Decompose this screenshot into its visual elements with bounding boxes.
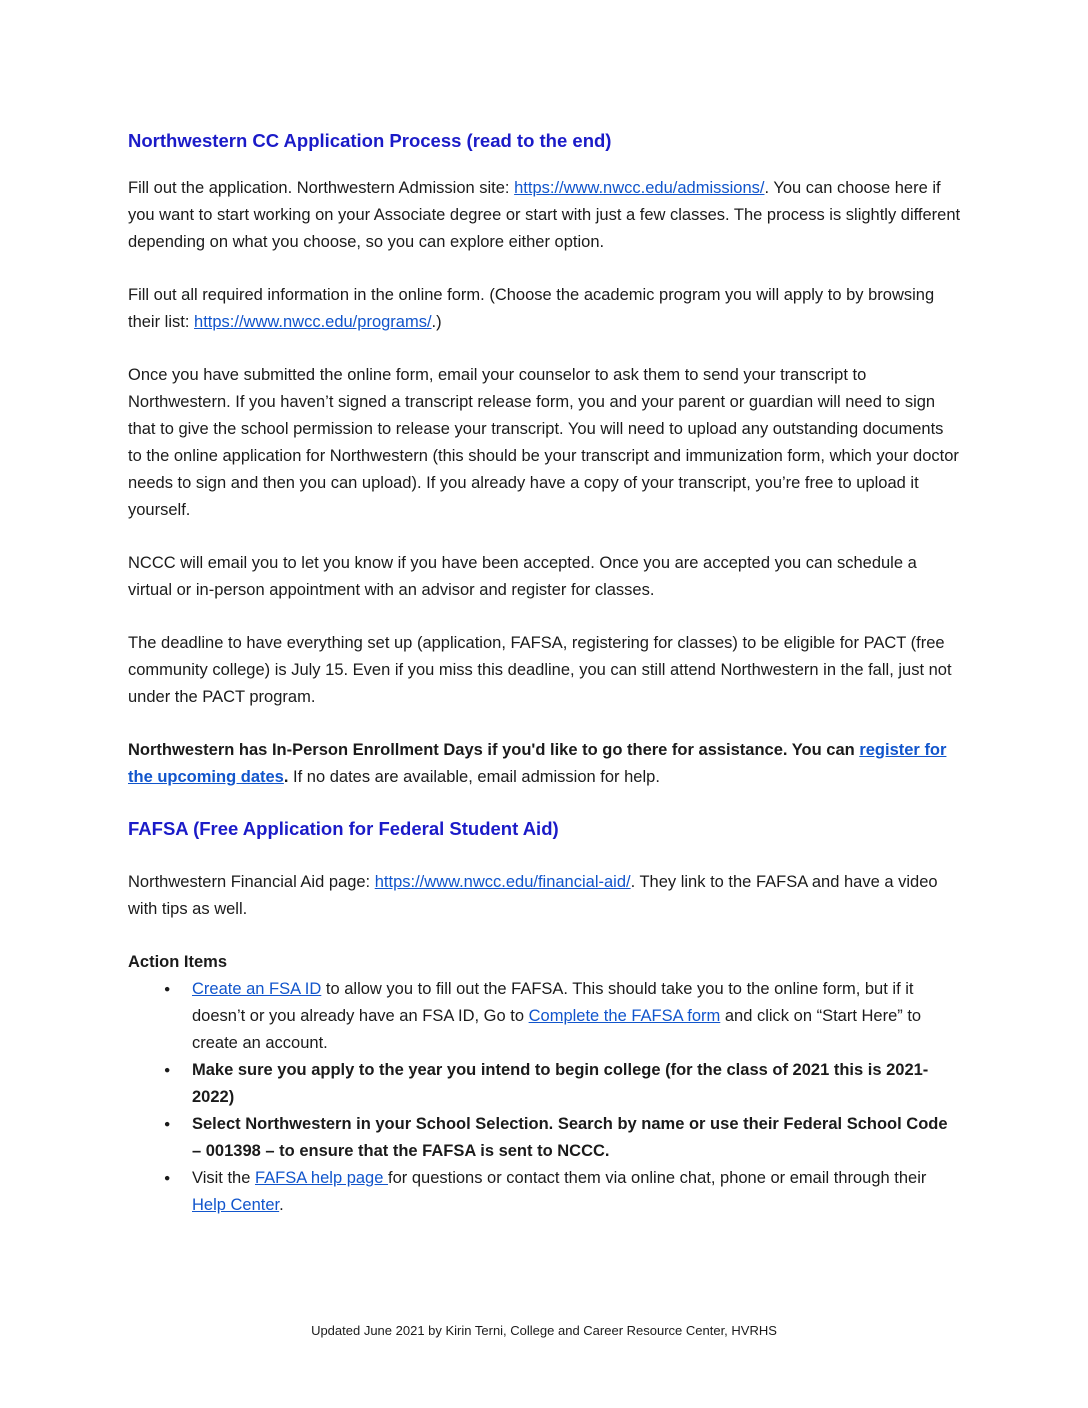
- text-segment: Northwestern Financial Aid page:: [128, 873, 375, 891]
- text-segment: Northwestern has In-Person Enrollment Days if you'd like to go there for assistance. You can: [128, 741, 860, 759]
- action-items-list: [128, 976, 961, 1219]
- section-application: [128, 129, 961, 791]
- page-footer: Updated June 2021 by Kirin Terni, College and Career Resource Center, HVRHS: [311, 1323, 777, 1338]
- text-segment: and click on “Start Here” to create an account.: [192, 1007, 922, 1052]
- action-item: [128, 1165, 961, 1219]
- paragraph-transcript: [128, 362, 961, 524]
- text-link[interactable]: FAFSA help page: [254, 1169, 388, 1187]
- section-heading-fafsa: FAFSA (Free Application for Federal Student Aid): [128, 818, 559, 839]
- text-link[interactable]: Help Center: [192, 1196, 280, 1214]
- text-link[interactable]: https://www.nwcc.edu/financial-aid/: [374, 873, 631, 891]
- paragraph-acceptance: [128, 550, 961, 604]
- paragraph-application: [128, 175, 961, 256]
- action-item: [128, 1111, 961, 1165]
- text-link[interactable]: register for the upcoming dates: [128, 741, 947, 786]
- paragraph-enrollment-days: [128, 737, 961, 791]
- bullet-dot-icon: ●: [164, 1172, 171, 1184]
- document-content: [128, 129, 961, 1219]
- action-item: [128, 976, 961, 1057]
- action-item: [128, 1057, 961, 1111]
- text-segment: NCCC will email you to let you know if you have been accepted. Once you are accepted you can schedule a virtual or in-person appointment with an advisor and register for classes.: [128, 554, 917, 599]
- paragraph-online-form: [128, 282, 961, 336]
- text-segment: for questions or contact them via online chat, phone or email through their: [388, 1169, 927, 1187]
- text-segment: Once you have submitted the online form, email your counselor to ask them to send your transcript to Northwestern. If you haven’t signed a transcript release form, you and your parent or guardian will need to sign that to give the school permission to release your transcript. You will need to upload any outstanding documents to the online application for Northwestern (this should be your transcript and immunization form, which your doctor needs to sign and then you can upload). If you already have a copy of your transcript, you’re free to upload it yourself.: [128, 366, 959, 519]
- text-segment: Make sure you apply to the year you intend to begin college (for the class of 2021 this is 2021-2022): [192, 1061, 929, 1106]
- text-segment: Visit the: [192, 1169, 255, 1187]
- paragraph-deadline: [128, 630, 961, 711]
- text-link[interactable]: https://www.nwcc.edu/programs/: [194, 313, 432, 331]
- text-link[interactable]: https://www.nwcc.edu/admissions/: [514, 179, 765, 197]
- action-item-text: [192, 1169, 926, 1214]
- action-item-text: [192, 980, 921, 1052]
- text-segment: . They link to the FAFSA and have a video with tips as well.: [128, 873, 938, 918]
- section-heading-application: Northwestern CC Application Process (read to the end): [128, 130, 612, 151]
- text-segment: .: [279, 1196, 284, 1214]
- action-item-text: [192, 1061, 928, 1106]
- text-segment: Fill out all required information in the online form. (Choose the academic program you will apply to by browsing their list:: [128, 286, 935, 331]
- text-segment: If no dates are available, email admission for help.: [293, 768, 660, 786]
- text-segment: . You can choose here if you want to start working on your Associate degree or start with just a few classes. The process is slightly different depending on what you choose, so you can explore either option.: [128, 179, 961, 251]
- bullet-dot-icon: ●: [164, 1064, 171, 1076]
- text-segment: Fill out the application. Northwestern Admission site:: [128, 179, 515, 197]
- action-item-text: [192, 1115, 948, 1160]
- text-link[interactable]: Create an FSA ID: [192, 980, 322, 998]
- bullet-dot-icon: ●: [164, 983, 171, 995]
- paragraph-financial-aid: [128, 869, 961, 923]
- application-paragraphs: [128, 175, 961, 791]
- text-segment: .): [431, 313, 442, 331]
- section-fafsa: [128, 817, 961, 1219]
- text-link[interactable]: Complete the FAFSA form: [528, 1007, 721, 1025]
- text-segment: .: [283, 768, 294, 786]
- text-segment: The deadline to have everything set up (application, FAFSA, registering for classes) to be eligible for PACT (free community college) is July 15. Even if you miss this deadline, you can still attend Northwestern in the fall, just not under the PACT program.: [128, 634, 952, 706]
- text-segment: to allow you to fill out the FAFSA. This should take you to the online form, but if it doesn’t or you already have an FSA ID, Go to: [192, 980, 914, 1025]
- text-segment: Select Northwestern in your School Selection. Search by name or use their Federal School Code – 001398 – to ensure that the FAFSA is sent to NCCC.: [192, 1115, 948, 1160]
- bullet-dot-icon: ●: [164, 1118, 171, 1130]
- action-items-heading: Action Items: [128, 953, 228, 971]
